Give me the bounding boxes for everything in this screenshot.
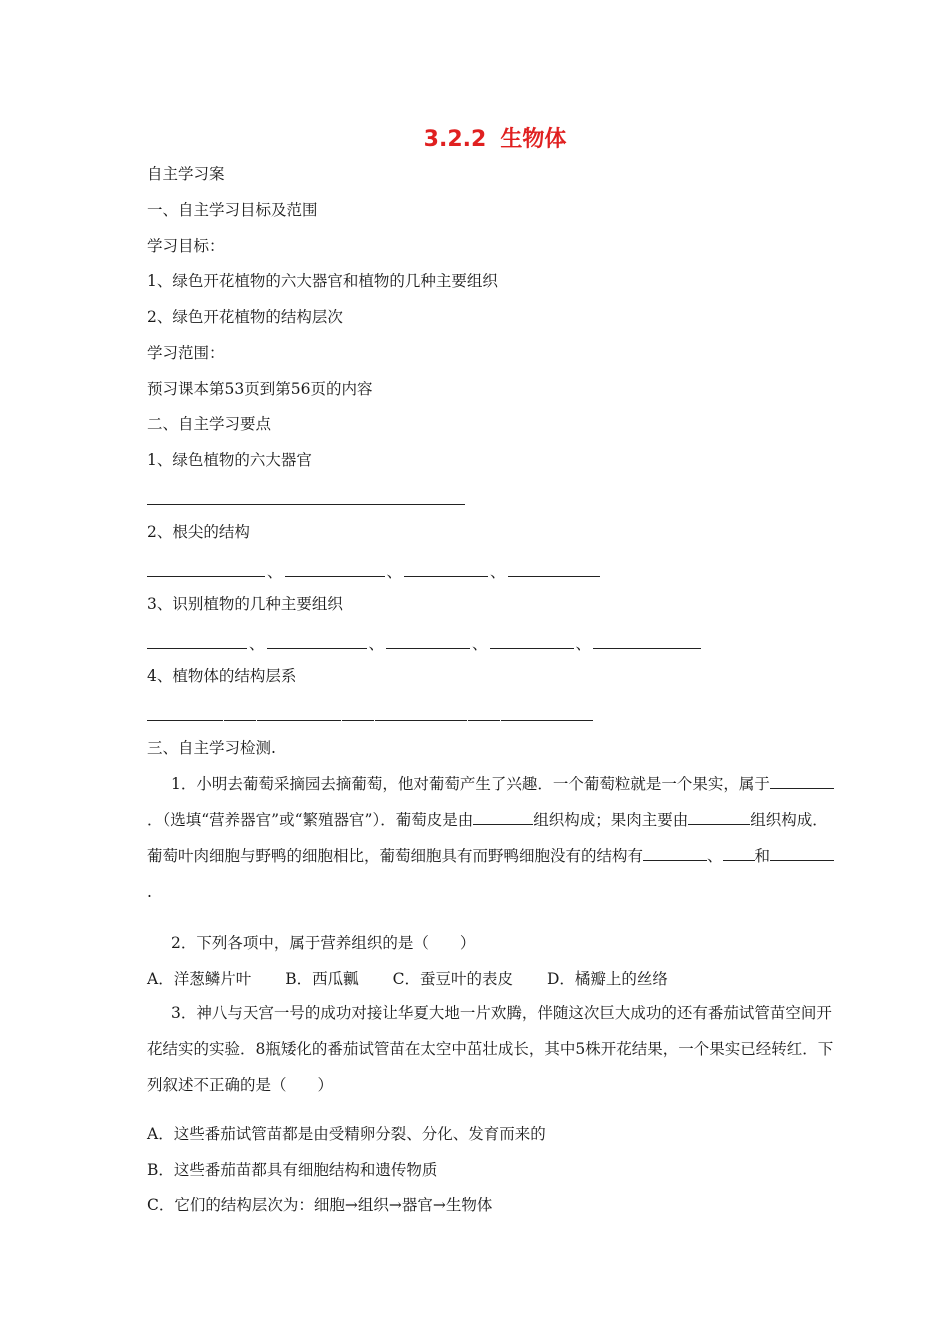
blank[interactable]	[147, 488, 465, 505]
separator: 、	[249, 635, 265, 653]
q1-text-7: .	[147, 883, 152, 901]
goal-item-1: 1、绿色开花植物的六大器官和植物的几种主要组织	[147, 272, 498, 290]
question-2-stem: 2．下列各项中，属于营养组织的是（ ）	[171, 934, 476, 952]
separator: 、	[472, 635, 488, 653]
option-b[interactable]: B．西瓜瓤	[285, 970, 359, 988]
title-text: 生物体	[500, 127, 567, 152]
blank[interactable]	[810, 772, 834, 789]
blank[interactable]	[731, 844, 755, 861]
answer-line-root-tip[interactable]	[147, 560, 600, 582]
separator: 、	[490, 563, 506, 581]
blank[interactable]	[501, 704, 593, 721]
blank[interactable]	[770, 844, 834, 861]
separator: 、	[575, 635, 592, 653]
question-3-option-a[interactable]: A．这些番茄试管苗都是由受精卵分裂、分化、发育而来的	[147, 1125, 546, 1143]
answer-line-levels[interactable]	[147, 704, 593, 726]
option-c[interactable]: C．蚕豆叶的表皮	[392, 970, 513, 988]
heading-self-study: 自主学习案	[147, 165, 225, 183]
separator: 、	[386, 563, 403, 581]
q1-text-2: ．（选填“营养器官”或“繁殖器官”）．葡萄皮是由	[147, 811, 474, 829]
blank[interactable]	[257, 704, 341, 721]
option-d[interactable]: D．橘瓣上的丝络	[546, 970, 668, 988]
key-point-4: 4、植物体的结构层系	[147, 667, 297, 685]
blank[interactable]	[643, 844, 707, 861]
heading-self-test: 三、自主学习检测.	[147, 739, 276, 757]
blank[interactable]	[473, 808, 533, 825]
separator: 、	[368, 635, 385, 653]
dash-connector	[224, 710, 256, 721]
blank[interactable]	[147, 632, 247, 649]
title-number: 3.2.2	[423, 127, 487, 152]
blank[interactable]	[404, 560, 488, 577]
question-2-options	[147, 969, 702, 989]
blank[interactable]	[285, 560, 385, 577]
label-goals: 学习目标：	[147, 237, 225, 255]
q1-text-3: 组织构成；果肉主要由	[533, 811, 689, 829]
q1-text-5: 、	[707, 847, 723, 865]
dash-connector	[468, 710, 500, 721]
blank[interactable]	[508, 560, 600, 577]
key-point-1: 1、绿色植物的六大器官	[147, 451, 312, 469]
question-3-stem: 3．神八与天宫一号的成功对接让华夏大地一片欢腾，伴随这次巨大成功的还有番茄试管苗空间开花结实的实验．8瓶矮化的番茄试管苗在太空中茁壮成长，其中5株开花结果，一个果实已经转红．下列叙述不正确的是（ ）	[147, 1004, 834, 1094]
key-point-3: 3、识别植物的几种主要组织	[147, 595, 343, 613]
question-1	[147, 766, 835, 910]
label-scope: 学习范围：	[147, 344, 225, 362]
scope-text: 预习课本第53页到第56页的内容	[147, 380, 373, 398]
q1-text-1: 1．小明去葡萄采摘园去摘葡萄，他对葡萄产生了兴趣．一个葡萄粒就是一个果实，属于	[171, 775, 770, 793]
answer-line-tissues[interactable]	[147, 632, 701, 654]
blank[interactable]	[147, 560, 265, 577]
key-point-2: 2、根尖的结构	[147, 523, 250, 541]
blank[interactable]	[770, 772, 810, 789]
blank[interactable]	[386, 632, 470, 649]
blank[interactable]	[688, 808, 744, 825]
blank[interactable]	[375, 704, 467, 721]
dash-connector	[342, 710, 374, 721]
blank[interactable]	[593, 632, 701, 649]
q1-text-6: 和	[754, 847, 771, 865]
option-a[interactable]: A．洋葱鳞片叶	[147, 970, 252, 988]
question-3-option-b[interactable]: B．这些番茄苗都具有细胞结构和遗传物质	[147, 1161, 438, 1179]
heading-key-points: 二、自主学习要点	[147, 415, 272, 433]
page-title	[0, 122, 950, 153]
answer-line-organs[interactable]	[147, 488, 465, 510]
blank[interactable]	[147, 704, 223, 721]
blank[interactable]	[490, 632, 574, 649]
blank[interactable]	[267, 632, 367, 649]
question-3-option-c[interactable]: C．它们的结构层次为：细胞→组织→器官→生物体	[147, 1196, 493, 1214]
blank[interactable]	[723, 844, 731, 861]
goal-item-2: 2、绿色开花植物的结构层次	[147, 308, 343, 326]
heading-goals-scope: 一、自主学习目标及范围	[147, 201, 318, 219]
q1-text-4: 组织构成．葡萄叶肉细胞与野鸭的细胞相比，葡萄细胞具有而野鸭细胞没有的结构有	[147, 811, 828, 865]
separator: 、	[267, 563, 283, 581]
